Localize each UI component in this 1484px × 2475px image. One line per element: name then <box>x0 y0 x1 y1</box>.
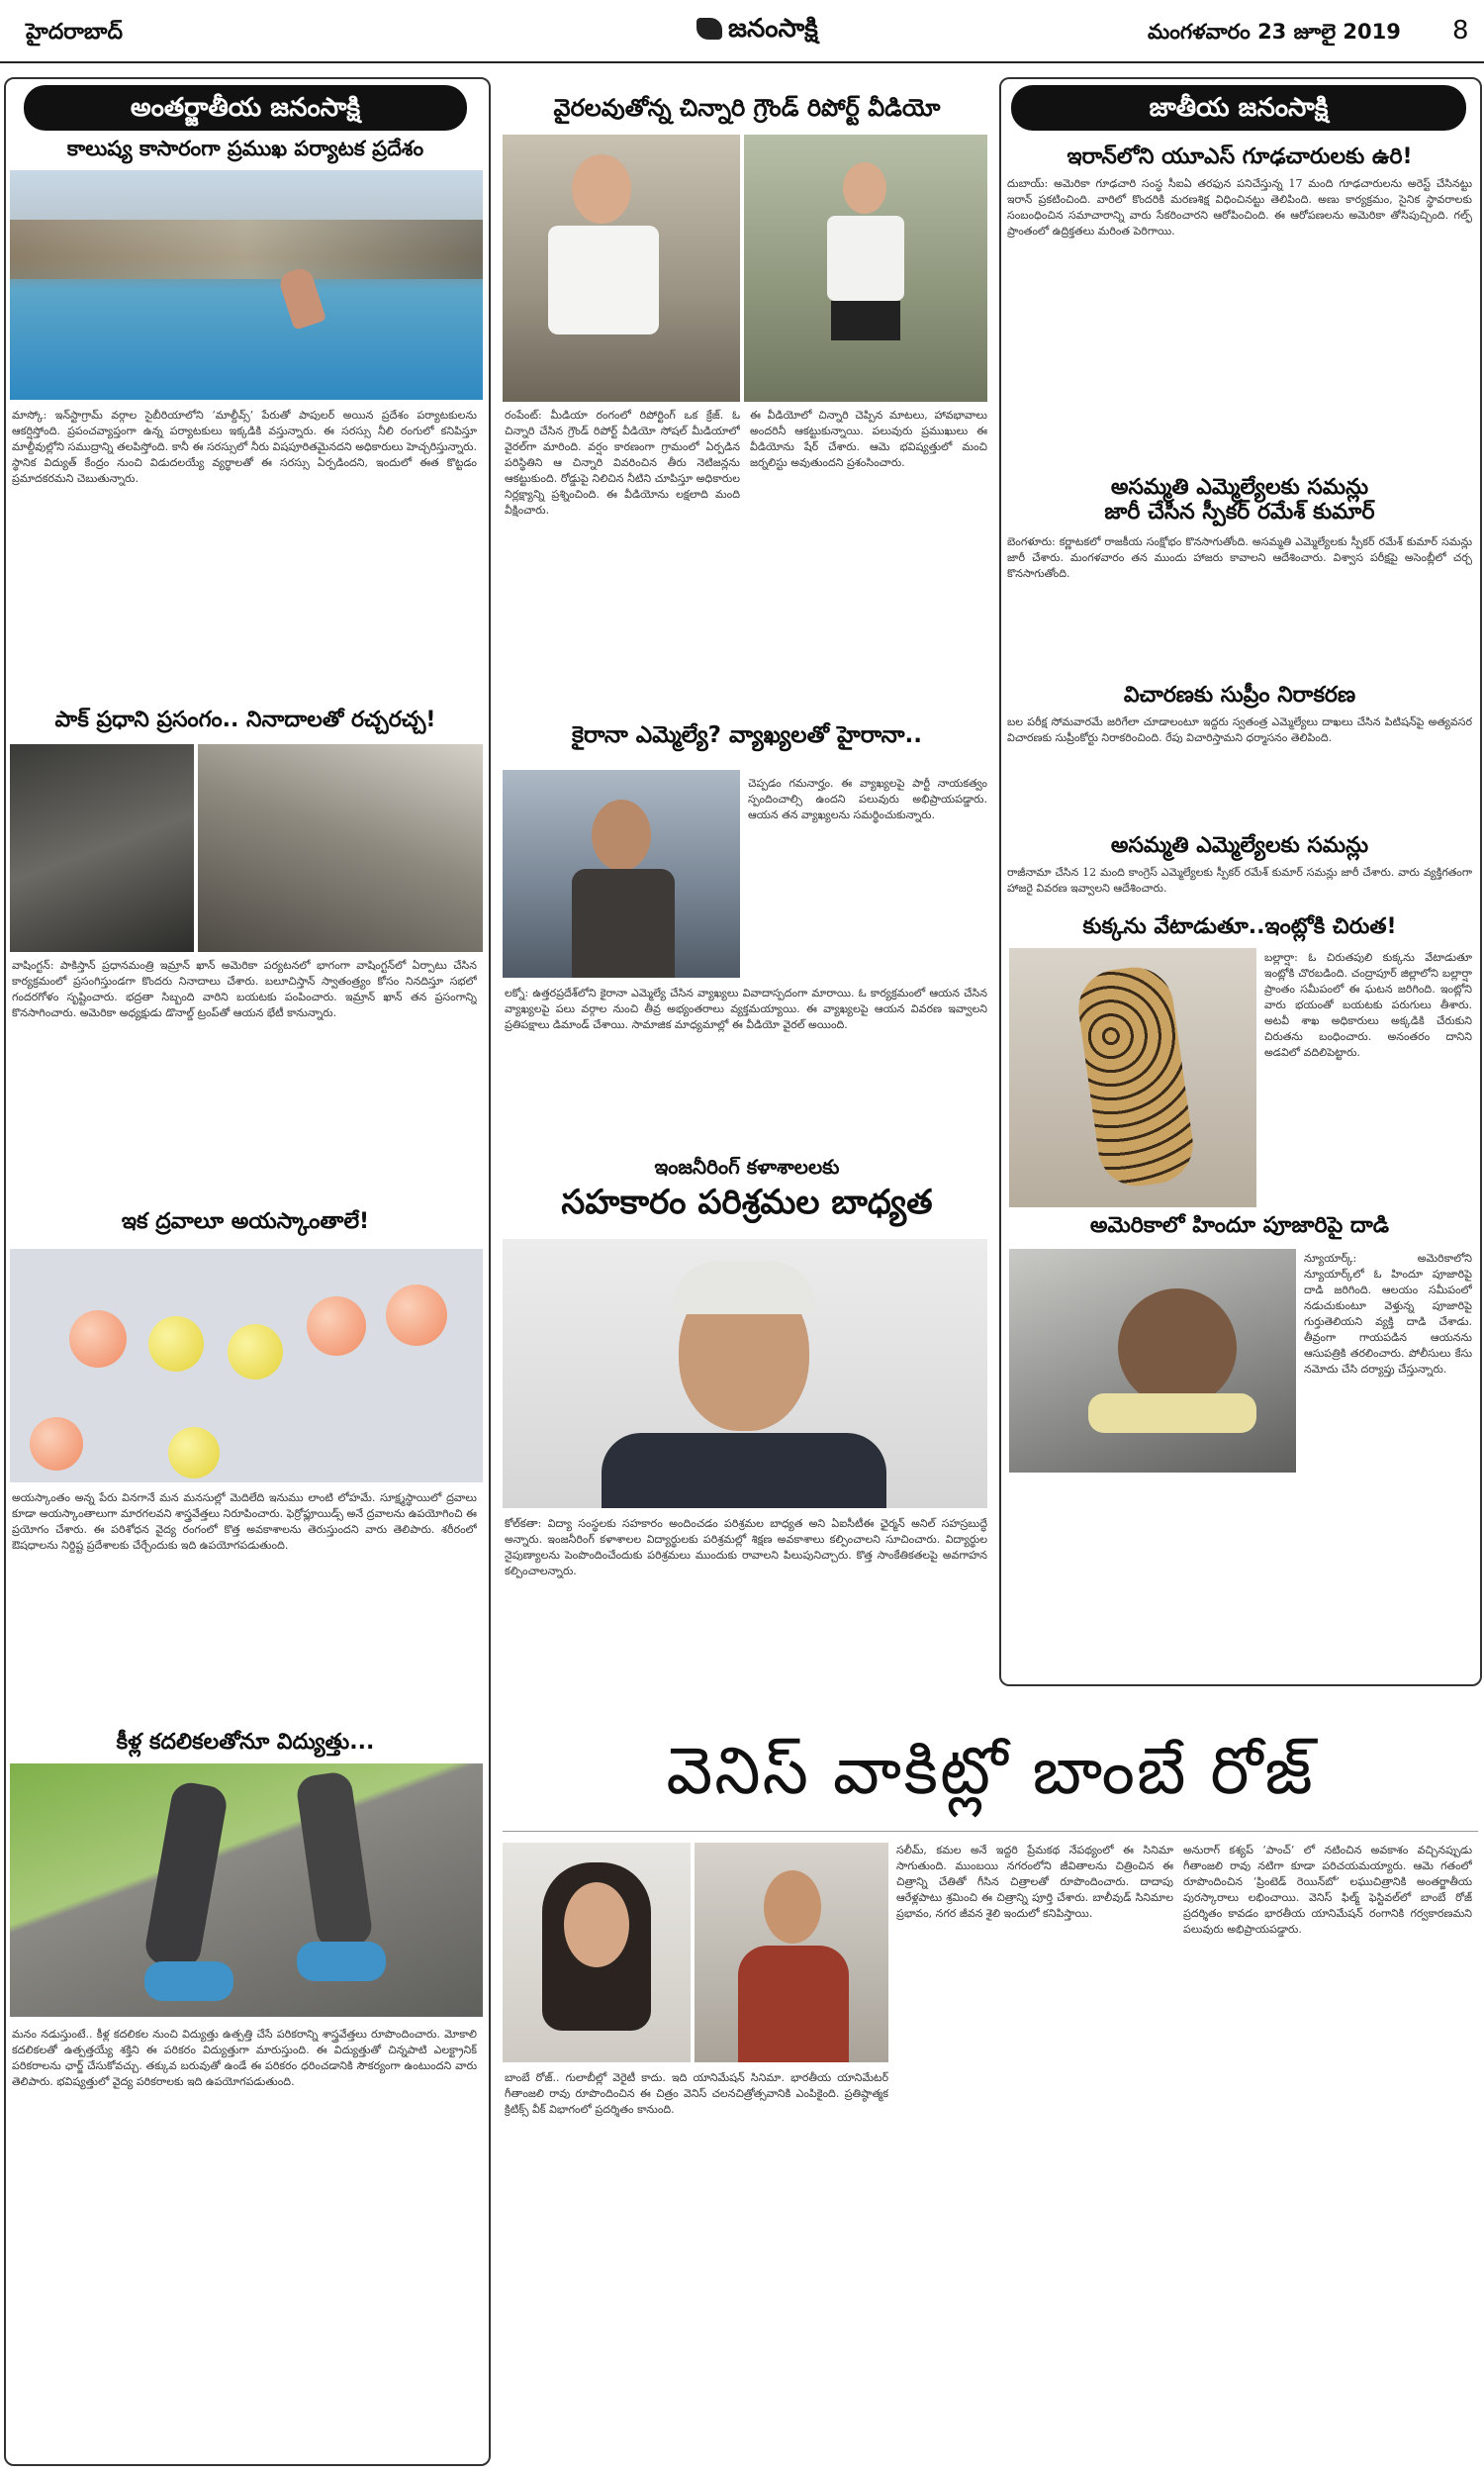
headline-kairana-mla: కైరానా ఎమ్మెల్యే? వ్యాఖ్యలతో హైరానా.. <box>571 722 923 748</box>
feature-rule <box>503 1831 1478 1832</box>
article-viral-video-cont: ఈ వీడియోలో చిన్నారి చెప్పిన మాటలు, హావభావాలు అందరినీ ఆకట్టుకున్నాయి. పలువురు ప్రముఖులు ఈ వీడియోను షేర్ చేశారు. ఆమె భవిష్యత్తులో మంచి జర్నలిస్టు అవుతుందని ప్రశంసించారు. <box>750 409 987 469</box>
photo-speech-left <box>10 744 194 952</box>
priest-face <box>1118 1288 1237 1407</box>
article-knee-power: మనం నడుస్తుంటే.. కీళ్ల కదలికల నుంచి విద్యుత్తు ఉత్పత్తి చేసే పరికరాన్ని శాస్త్రవేత్తలు రూపొందించారు. మోకాలి కదలికలతో ఉత్పత్తయ్యే శక్తిని ఈ పరికరం విద్యుత్తుగా మారుస్తుంది. ఈ విద్యుత్తుతో చిన్నపాటి ఎలక్ట్రానిక్ పరికరాలను ఛార్జ్ చేసుకోవచ్చు. తక్కువ బరువుతో ఉండే ఈ పరికరం ధరించడానికి సౌకర్యంగా ఉంటుందని వారు తెలిపారు. భవిష్యత్తులో వైద్య పరికరాలకు ఇది ఉపయోగపడుతుంది. <box>12 2028 477 2088</box>
photo-speech-right <box>198 744 483 952</box>
headline-industry-support: సహకారం పరిశ్రమల బాధ్యత <box>561 1183 933 1222</box>
headline-priest-attack: అమెరికాలో హిందూ పూజారిపై దాడి <box>1089 1213 1390 1238</box>
girl-face-1 <box>572 154 631 224</box>
actress-face <box>764 1870 821 1944</box>
logo-text: జనంసాక్షి <box>728 14 818 44</box>
photo-lake <box>10 170 483 400</box>
feature-body-3: అనురాగ్ కశ్యప్ ‘పాంచ్’ లో నటించిన అవకాశం వచ్చినప్పుడు గీతాంజలి రావు నటిగా కూడా పరిచయమయ్యారు. ఆమె గతంలో రూపొందించిన ‘ప్రింటెడ్ రెయిన్‌బో’ లఘుచిత్రానికి అంతర్జాతీయ పురస్కారాలు లభించాయి. వెనిస్ ఫిల్మ్ ఫెస్టివల్‌లో బాంబే రోజ్ ప్రదర్శితం కావడం భారతీయ యానిమేషన్ రంగానికి గర్వకారణమని పలువురు అభిప్రాయపడ్డారు. <box>1183 1844 1472 1936</box>
masthead <box>0 0 1484 63</box>
photo-priest <box>1009 1249 1296 1473</box>
droplet-orange-4 <box>30 1417 83 1471</box>
droplet-orange-1 <box>69 1310 127 1368</box>
photo-droplets <box>10 1249 483 1482</box>
photo-runner <box>10 1763 483 2017</box>
article-pak-pm: వాషింగ్టన్: పాకిస్తాన్ ప్రధానమంత్రి ఇమ్రాన్ ఖాన్ అమెరికా పర్యటనలో భాగంగా వాషింగ్టన్‌లో ఏర్పాటు చేసిన కార్యక్రమంలో ప్రసంగిస్తుండగా కొందరు నినాదాలు చేశారు. బలూచిస్తాన్ స్వాతంత్ర్యం కోసం నినదిస్తూ సభలో గందరగోళం సృష్టించారు. భద్రతా సిబ్బంది వారిని బయటకు పంపించారు. ఇమ్రాన్ ఖాన్ తన ప్రసంగాన్ని కొనసాగించారు. అమెరికా అధ్యక్షుడు డొనాల్డ్ ట్రంప్‌తో ఆయన భేటీ కానున్నారు. <box>12 959 477 1019</box>
photo-girl-reporter-2 <box>744 135 987 402</box>
droplet-orange-2 <box>307 1296 366 1356</box>
neck-brace <box>1088 1393 1256 1433</box>
photo-mla-press <box>503 770 740 978</box>
girl-face-2 <box>843 162 886 214</box>
article-rebel-mla-summons: రాజీనామా చేసిన 12 మంది కాంగ్రెస్ ఎమ్మెల్యేలకు స్పీకర్ రమేశ్ కుమార్ సమన్లు జారీ చేశారు. వారు వ్యక్తిగతంగా హాజరై వివరణ ఇవ్వాలని ఆదేశించారు. <box>1007 866 1472 895</box>
article-magnetic-liquids: అయస్కాంతం అన్న పేరు వినగానే మన మనసుల్లో మెదిలేది ఇనుము లాంటి లోహమే. సూక్ష్మస్థాయిలో ద్రవాలు కూడా అయస్కాంతాలుగా మారగలవని శాస్త్రవేత్తలు నిరూపించారు. ఫెర్రోఫ్లూయిడ్స్ అనే ద్రవాలను ఉపయోగించి ఈ ప్రయోగం చేశారు. ఈ పరిశోధన వైద్య రంగంలో కొత్త అవకాశాలను తెరుస్తుందని వారు తెలిపారు. శరీరంలో ఔషధాలను నిర్దిష్ట ప్రదేశాలకు చేర్చేందుకు ఇది ఉపయోగపడుతుంది. <box>12 1491 477 1552</box>
photo-leopard <box>1009 948 1256 1207</box>
photo-director-1 <box>503 1843 691 2062</box>
article-industry-support: కోల్‌కతా: విద్యా సంస్థలకు సహకారం అందించడం పరిశ్రమల బాధ్యత అని ఏఐసీటీఈ ఛైర్మన్ అనిల్ సహస్రబుద్ధే అన్నారు. ఇంజనీరింగ్ కళాశాలల విద్యార్థులకు పరిశ్రమల్లో శిక్షణ అవకాశాలు కల్పించాలని సూచించారు. విద్యార్థుల నైపుణ్యాలను పెంపొందించేందుకు పరిశ్రమలు ముందుకు రావాలని పిలుపునిచ్చారు. కొత్త సాంకేతికతలపై అవగాహన కల్పించాలన్నారు. <box>505 1517 987 1577</box>
mla-face <box>592 800 651 871</box>
article-speaker-summons: బెంగళూరు: కర్ణాటకలో రాజకీయ సంక్షోభం కొనసాగుతోంది. అసమ్మతి ఎమ్మెల్యేలకు స్పీకర్ రమేశ్ కుమార్ సమన్లు జారీ చేశారు. మంగళవారం తన ముందు హాజరు కావాలని ఆదేశించారు. విశ్వాస పరీక్షపై అసెంబ్లీలో చర్చ కొనసాగుతోంది. <box>1007 535 1472 580</box>
article-kairana-mla-cont: చెప్పడం గమనార్హం. ఈ వ్యాఖ్యలపై పార్టీ నాయకత్వం స్పందించాల్సి ఉందని పలువురు అభిప్రాయపడ్డారు. ఆయన తన వ్యాఖ్యలను సమర్థించుకున్నారు. <box>748 777 987 821</box>
feature-body-1: బాంబే రోజ్.. గులాబీల్లో వెరైటీ కాదు. ఇది యానిమేషన్ సినిమా. భారతీయ యానిమేటర్ గీతాంజలి రావు రూపొందించిన ఈ చిత్రం వెనిస్ చలనచిత్రోత్సవానికి ఎంపికైంది. ప్రతిష్ఠాత్మక క్రిటిక్స్ వీక్ విభాగంలో ప్రదర్శితం కానుంది. <box>505 2071 888 2116</box>
article-leopard: బల్లార్షా: ఓ చిరుతపులి కుక్కను వేటాడుతూ ఇంట్లోకి చొరబడింది. చంద్రాపూర్ జిల్లాలోని బల్లార్షా ప్రాంతం సమీపంలో ఈ ఘటన జరిగింది. ఇంట్లోని వారు భయంతో బయటకు పరుగులు తీశారు. అటవీ శాఖ అధికారులు అక్కడికి చేరుకుని చిరుతను బంధించారు. అనంతరం దానిని అడవిలో వదిలిపెట్టారు. <box>1264 951 1472 1059</box>
headline-pollution: కాలుష్య కాసారంగా ప్రముఖ పర్యాటక ప్రదేశం <box>66 137 424 160</box>
section-international: అంతర్జాతీయ జనంసాక్షి <box>24 85 467 131</box>
runner-shoe-left <box>144 1961 233 2001</box>
headline-pak-pm: పాక్ ప్రధాని ప్రసంగం.. నినాదాలతో రచ్చరచ్చ! <box>54 708 436 732</box>
headline-speaker-summons: అసమ్మతి ఎమ్మెల్యేలకు సమన్లు జారీ చేసిన స్పీకర్ రమేశ్ కుమార్ <box>1104 475 1375 525</box>
headline-bombay-rose: వెనిస్ వాకిట్లో బాంబే రోజ్ <box>666 1733 1315 1809</box>
headline-magnetic-liquids: ఇక ద్రవాలూ అయస్కాంతాలే! <box>121 1209 370 1234</box>
article-iran-spies: దుబాయ్: అమెరికా గూఢచారి సంస్థ సీఐఏ తరఫున పనిచేస్తున్న 17 మంది గూఢచారులను అరెస్ట్ చేసినట్టు ఇరాన్ ప్రకటించింది. వారిలో కొందరికి మరణశిక్ష విధించినట్టు తెలిపింది. అణు కార్యక్రమం, సైనిక స్థావరాలకు సంబంధించిన సమాచారాన్ని వారు సేకరించారని ఆరోపించింది. ఈ ఆరోపణలను అమెరికా తోసిపుచ్చింది. గల్ఫ్ ప్రాంతంలో ఉద్రిక్తతలు మరింత పెరిగాయి. <box>1007 177 1472 238</box>
section-national: జాతీయ జనంసాక్షి <box>1011 85 1466 131</box>
section-viral-video: వైరలవుతోన్న చిన్నారి గ్రౌండ్ రిపోర్ట్ వీడియో <box>505 85 989 131</box>
page-number: 8 <box>1452 16 1469 46</box>
girl-shorts-2 <box>831 301 900 340</box>
feature-body-2: సలీమ్, కమల అనే ఇద్దరి ప్రేమకథ నేపథ్యంలో ఈ సినిమా సాగుతుంది. ముంబయి నగరంలోని జీవితాలను చిత్రించిన ఈ చిత్రాన్ని చేతితో గీసిన చిత్రాలతో రూపొందించారు. దాదాపు ఆరేళ్లపాటు శ్రమించి ఈ చిత్రాన్ని పూర్తి చేశారు. బాలీవుడ్ సినిమాల ప్రభావం, నగర జీవన శైలి ఇందులో కనిపిస్తాయి. <box>896 1844 1173 1920</box>
chairman-hair <box>673 1261 815 1314</box>
article-priest-attack: న్యూయార్క్: అమెరికాలోని న్యూయార్క్‌లో ఓ హిందూ పూజారిపై దాడి జరిగింది. ఆలయం సమీపంలో నడుచుకుంటూ వెళ్తున్న పూజారిపై గుర్తుతెలియని వ్యక్తి దాడి చేశాడు. తీవ్రంగా గాయపడిన ఆయనను ఆసుపత్రికి తరలించారు. పోలీసులు కేసు నమోదు చేసి దర్యాప్తు చేస్తున్నారు. <box>1304 1252 1472 1376</box>
edition-city: హైదరాబాద్ <box>26 20 123 45</box>
girl-dress-2 <box>827 216 904 301</box>
headline-leopard: కుక్కను వేటాడుతూ..ఇంట్లోకి చిరుత! <box>1082 914 1397 939</box>
photo-director-2 <box>695 1843 888 2062</box>
article-kairana-mla: లక్నో: ఉత్తరప్రదేశ్‌లోని కైరానా ఎమ్మెల్యే చేసిన వ్యాఖ్యలు వివాదాస్పదంగా మారాయి. ఓ కార్యక్రమంలో ఆయన చేసిన వ్యాఖ్యలపై పలు వర్గాల నుంచి తీవ్ర అభ్యంతరాలు వ్యక్తమయ్యాయి. ఈ వ్యాఖ్యలపై ఆయన వివరణ ఇవ్వాలని ప్రతిపక్షాలు డిమాండ్ చేశాయి. సామాజిక మాధ్యమాల్లో ఈ వీడియో వైరల్ అయింది. <box>505 987 987 1031</box>
runner-leg-right <box>295 1770 374 1951</box>
leopard-body <box>1073 962 1198 1190</box>
runner-shoe-right <box>297 1942 386 1981</box>
director-face <box>564 1882 629 1967</box>
droplet-yellow-1 <box>148 1316 204 1372</box>
headline-knee-power: కీళ్ల కదలికలతోనూ విద్యుత్తు... <box>116 1730 375 1755</box>
chairman-suit <box>602 1433 886 1508</box>
droplet-yellow-3 <box>168 1427 220 1478</box>
logo-mark-icon <box>696 18 722 40</box>
headline-iran-spies: ఇరాన్‌లోని యూఎస్ గూఢచారులకు ఉరి! <box>1067 144 1413 169</box>
article-pollution: మాస్కో: ఇన్‌స్టాగ్రామ్ వర్గాల సైబీరియాలోని ‘మాల్దీవ్స్’ పేరుతో పాపులర్ అయిన ప్రదేశం పర్యాటకులను ఆకర్షిస్తోంది. ప్రపంచవ్యాప్తంగా ఉన్న పర్యాటకులు ఇక్కడికి వస్తున్నారు. ఈ సరస్సు నీలి రంగులో కనిపిస్తూ మాల్దీవుల్లోని సముద్రాన్ని తలపిస్తోంది. కానీ ఈ సరస్సులో నీరు విషపూరితమైనదని అధికారులు హెచ్చరిస్తున్నారు. స్థానిక విద్యుత్ కేంద్రం నుంచి విడుదలయ్యే వ్యర్థాలతో ఈ సరస్సు ఏర్పడిందని, ఇందులో ఈత కొట్టడం ప్రమాదకరమని చెబుతున్నారు. <box>12 409 477 485</box>
girl-dress-1 <box>548 226 659 334</box>
article-viral-video: రంపేంట్: మీడియా రంగంలో రిపోర్టింగ్ ఒక క్రేజ్. ఓ చిన్నారి చేసిన గ్రౌండ్ రిపోర్ట్ వీడియో సోషల్ మీడియాలో వైరల్‌గా మారింది. వర్షం కారణంగా గ్రామంలో ఏర్పడిన పరిస్థితిని ఆ చిన్నారి వివరించిన తీరు నెటిజన్లను ఆకట్టుకుంది. రోడ్డుపై నిలిచిన నీటిని చూపిస్తూ అధికారుల నిర్లక్ష్యాన్ని ప్రశ్నించింది. ఈ వీడియోను లక్షలాది మంది వీక్షించారు. <box>505 409 740 517</box>
lake-cliff <box>10 220 483 279</box>
kicker-engineering: ఇంజనీరింగ్ కళాశాలలకు <box>654 1155 840 1179</box>
photo-aicte-chairman <box>503 1239 987 1508</box>
issue-date: మంగళవారం 23 జూలై 2019 <box>1148 20 1401 44</box>
headline-rebel-mla-summons: అసమ్మతి ఎమ్మెల్యేలకు సమన్లు <box>1110 833 1369 858</box>
headline-supreme-court: విచారణకు సుప్రీం నిరాకరణ <box>1123 683 1356 708</box>
droplet-orange-3 <box>386 1285 447 1346</box>
photo-girl-reporter-1 <box>503 135 740 402</box>
runner-leg-left <box>142 1780 229 1971</box>
droplet-yellow-2 <box>228 1324 283 1380</box>
mla-body <box>572 869 675 978</box>
article-supreme-court: బల పరీక్ష సోమవారమే జరిగేలా చూడాలంటూ ఇద్దరు స్వతంత్ర ఎమ్మెల్యేలు దాఖలు చేసిన పిటిషన్‌పై అత్యవసర విచారణకు సుప్రీంకోర్టు నిరాకరించింది. రేపు విచారిస్తామని ధర్మాసనం తెలిపింది. <box>1007 715 1472 744</box>
newspaper-logo <box>696 14 818 49</box>
actress-saree <box>738 1946 849 2062</box>
